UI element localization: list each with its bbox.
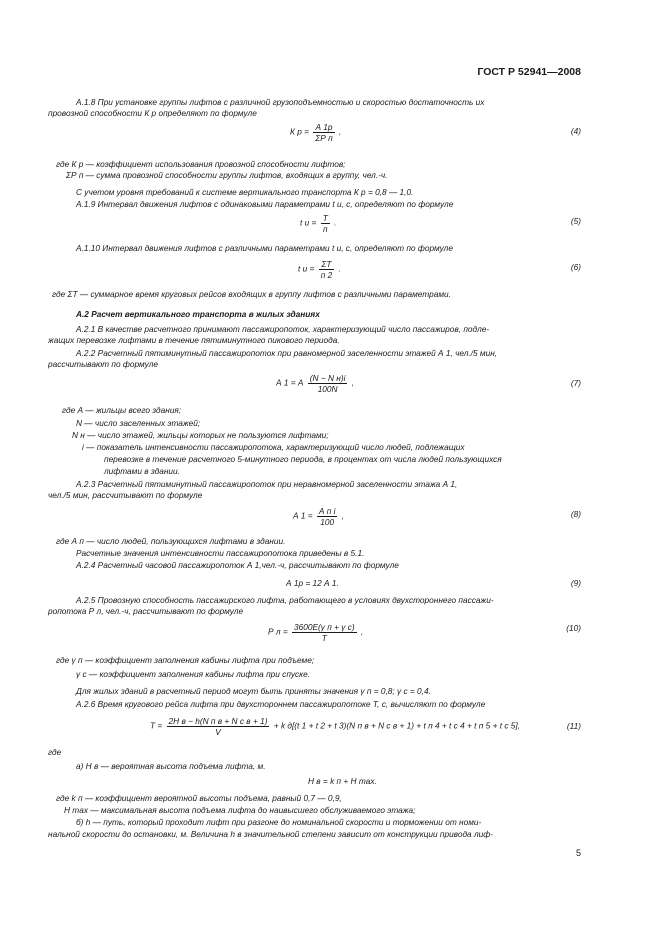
text-line: i — показатель интенсивности пассажиропотока, характеризующий число людей, подлежащих (82, 442, 465, 452)
eq-tail: , (351, 377, 355, 388)
eq-tail: + k д[(t 1 + t 2 + t 3)(N п в + N с в + 1) + t п 4 + t с 4 + t п 5 + t с 5], (273, 720, 521, 731)
text-line: А.2.6 Время кругового рейса лифта при двухстороннем пассажиропотоке Т, с, вычисляют по формуле (76, 699, 486, 709)
standard-header: ГОСТ Р 52941—2008 (477, 66, 581, 78)
text-line: ропотока Р л, чел.-ч, рассчитывают по формуле (48, 606, 244, 616)
text-line: провозной способности К р определяют по формуле (48, 108, 257, 118)
equation-number: (10) (566, 623, 581, 633)
fraction-numerator: (N − N н)i (309, 373, 346, 383)
text-line: а) Н в — вероятная высота подъема лифта, м. (76, 761, 266, 771)
text-line: рассчитывают по формуле (48, 359, 158, 369)
eq-lhs: t и = (300, 217, 317, 228)
text-line: γ с — коэффициент заполнения кабины лифта при спуске. (76, 669, 311, 679)
equation-9: А 1р = 12 А 1. (286, 578, 339, 588)
equation-11 (150, 716, 520, 737)
text-line: б) h — путь, который проходит лифт при разгоне до номинальной скорости и торможении от номи- (76, 817, 482, 827)
equation-8 (293, 506, 344, 527)
text-line: А.1.8 При установке группы лифтов с различной грузоподъемностью и скоростью достаточность их (76, 97, 485, 107)
eq-lhs: t и = (298, 263, 315, 274)
equation-number: (11) (566, 721, 581, 731)
eq-tail: . (338, 263, 341, 274)
equation-7 (276, 373, 354, 394)
text-line: лифтами в здании. (104, 466, 180, 476)
equation-number: (9) (570, 578, 581, 588)
equation-number: (5) (570, 216, 581, 226)
fraction (167, 716, 270, 737)
text-line: N — число заселенных этажей; (76, 418, 201, 428)
fraction-denominator: п (322, 224, 328, 234)
text-line: где А п — число людей, пользующихся лифтами в здании. (56, 536, 286, 546)
page-number: 5 (575, 848, 581, 858)
fraction (308, 373, 348, 394)
text-line: А.2.3 Расчетный пятиминутный пассажиропоток при неравномерной заселенности этажа А 1, (76, 479, 458, 489)
text-line: где ΣТ — суммарное время круговых рейсов входящих в группу лифтов с различными параметрами. (52, 289, 451, 299)
equation-5 (300, 213, 336, 234)
fraction-denominator: 100N (317, 384, 338, 394)
text-line: где К р — коэффициент использования провозной способности лифтов; (56, 159, 346, 169)
text-line: С учетом уровня требований к системе вертикального транспорта К р = 0,8 — 1,0. (76, 187, 414, 197)
text-line: где (48, 747, 62, 757)
eq-lhs: А 1 = (293, 510, 313, 521)
text-line: А.2.2 Расчетный пятиминутный пассажиропоток при равномерной заселенности этажей А 1, чел./5 мин, (76, 348, 498, 358)
eq-tail: , (341, 510, 345, 521)
fraction-numerator: А п i (318, 506, 336, 516)
eq-tail: , (338, 126, 342, 137)
eq-lhs: К р = (290, 126, 309, 137)
text-line: А.1.10 Интервал движения лифтов с различными параметрами t и, с, определяют по формуле (76, 243, 453, 253)
text-line: где γ п — коэффициент заполнения кабины лифта при подъеме; (56, 655, 315, 665)
text-line: чел./5 мин, рассчитывают по формуле (48, 490, 203, 500)
text-line: жащих перевозке лифтами в течение пятиминутного пикового периода. (48, 335, 340, 345)
fraction (317, 506, 338, 527)
text-line: Для жилых зданий в расчетный период могут быть приняты значения γ п = 0,8; γ с = 0,4. (76, 686, 431, 696)
fraction-denominator: п 2 (320, 270, 333, 280)
equation-number: (8) (570, 509, 581, 519)
fraction-denominator: V (215, 727, 221, 737)
text-line: Расчетные значения интенсивности пассажиропотока приведены в 5.1. (76, 548, 365, 558)
eq-lhs: Т = (150, 720, 163, 731)
fraction-numerator: Т (322, 213, 328, 223)
text-line: N н — число этажей, жильцы которых не пользуются лифтами; (72, 430, 329, 440)
equation-6 (298, 259, 341, 280)
equation-10 (268, 622, 363, 643)
fraction (313, 122, 334, 143)
fraction-numerator: ΣТ (319, 259, 335, 270)
equation-4 (290, 122, 341, 143)
text-line: А.2.1 В качестве расчетного принимают пассажиропоток, характеризующий число пассажиров, подле- (76, 324, 490, 334)
fraction-numerator: А 1р (313, 122, 334, 133)
equation-number: (4) (570, 126, 581, 136)
text-line: А.2.4 Расчетный часовой пассажиропоток А 1,чел.-ч, рассчитывают по формуле (76, 560, 399, 570)
fraction-numerator: 2Н в − h(N п в + N с в + 1) (168, 716, 268, 726)
text-line: А.2.5 Провозную способность пассажирского лифта, работающего в условиях двухстороннего пассажи- (76, 595, 494, 605)
text-line: Н max — максимальная высота подъема лифта до наивысшего обслуживаемого этажа; (64, 805, 416, 815)
text-line: где k п — коэффициент вероятной высоты подъема, равный 0,7 — 0,9, (56, 793, 342, 803)
text-line: А.1.9 Интервал движения лифтов с одинаковыми параметрами t и, с, определяют по формуле (76, 199, 454, 209)
section-heading: А.2 Расчет вертикального транспорта в жилых зданиях (76, 309, 320, 319)
equation-12: Н в = k п + Н max. (308, 776, 377, 786)
equation-number: (7) (570, 378, 581, 388)
fraction-denominator: ΣР п (315, 133, 333, 143)
fraction (292, 622, 357, 643)
eq-lhs: А 1 = А (276, 377, 304, 388)
fraction-numerator: 3600Е(γ п + γ с) (293, 622, 355, 632)
text-line: нальной скорости до остановки, м. Величина h в значительной степени зависит от конструкции привода лиф- (48, 829, 493, 839)
eq-lhs: Р л = (268, 626, 288, 637)
text-line: где А — жильцы всего здания; (62, 405, 182, 415)
text-line: перевозке в течение расчетного 5-минутного периода, в процентах от числа людей пользующихся (104, 454, 502, 464)
eq-tail: . (334, 217, 337, 228)
fraction (319, 259, 335, 280)
eq-tail: , (360, 626, 364, 637)
fraction-denominator: Т (321, 633, 327, 643)
fraction (321, 213, 330, 234)
fraction-denominator: 100 (320, 517, 335, 527)
text-line: ΣР п — сумма провозной способности группы лифтов, входящих в группу, чел.-ч. (66, 170, 388, 180)
equation-number: (6) (570, 262, 581, 272)
